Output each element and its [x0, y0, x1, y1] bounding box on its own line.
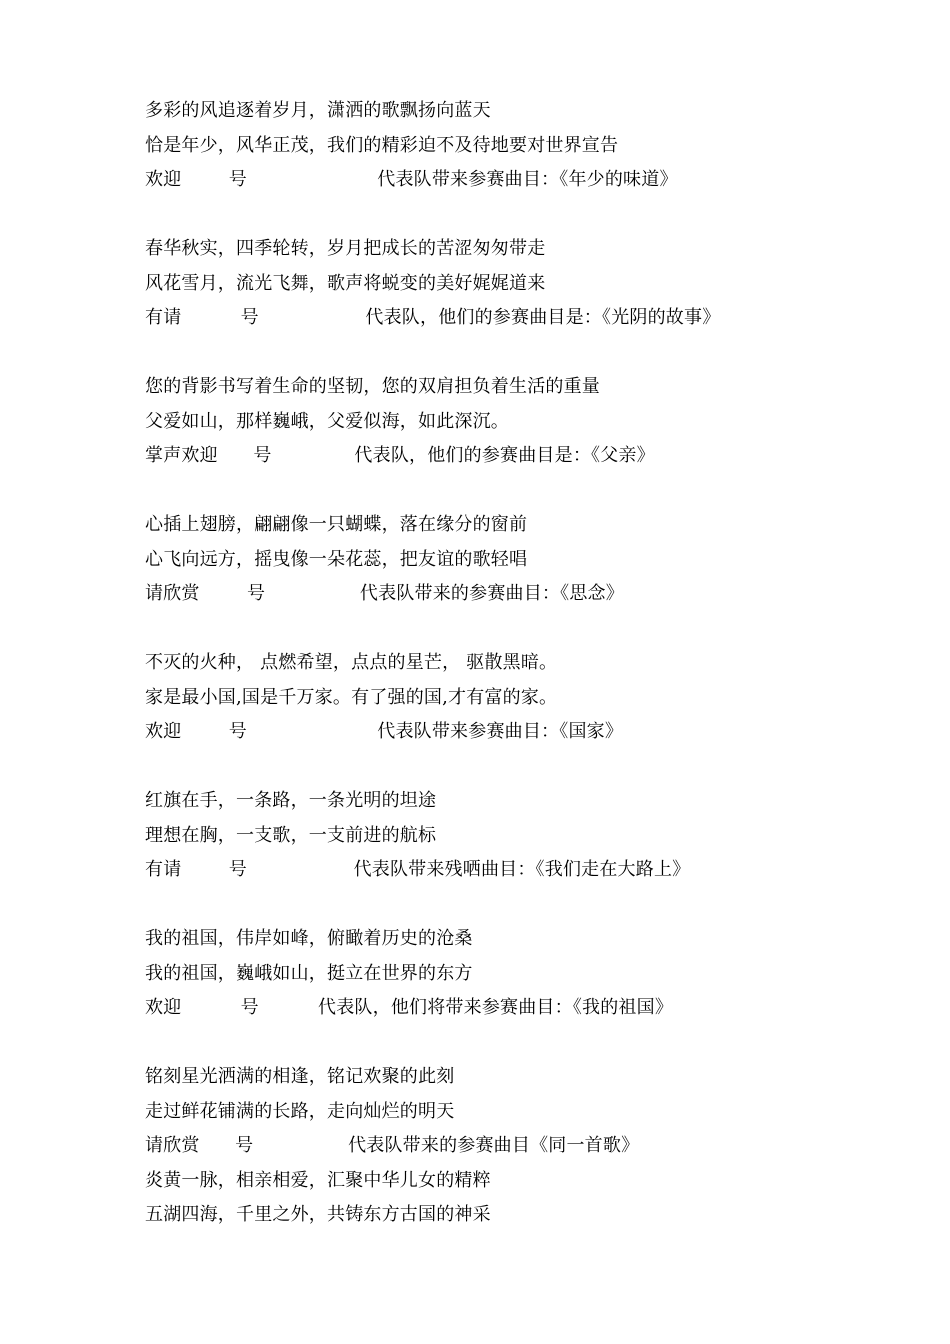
text-line: 欢迎 号 代表队带来参赛曲目：《年少的味道》 [145, 169, 678, 190]
text-line: 掌声欢迎 号 代表队，他们的参赛曲目是：《父亲》 [145, 445, 655, 466]
text-line: 有请 号 代表队带来残哂曲目：《我们走在大路上》 [145, 859, 691, 880]
stanza-3 [145, 370, 905, 474]
stanza-1 [145, 94, 905, 198]
text-line: 有请 号 代表队，他们的参赛曲目是：《光阴的故事》 [145, 307, 721, 328]
stanza-5 [145, 646, 905, 750]
text-line: 理想在胸，一支歌，一支前进的航标 [145, 824, 437, 846]
text-line: 欢迎 号 代表队带来参赛曲目：《国家》 [145, 721, 624, 742]
text-line: 心插上翅膀，翩翩像一只蝴蝶，落在缘分的窗前 [145, 514, 528, 535]
stanza-4 [145, 508, 905, 612]
text-line: 恰是年少，风华正茂，我们的精彩迫不及待地要对世界宣告 [145, 134, 619, 156]
text-line: 五湖四海，千里之外，共铸东方古国的神采 [145, 1204, 491, 1225]
text-line: 父爱如山，那样巍峨，父爱似海，如此深沉。 [145, 410, 509, 432]
text-line: 红旗在手，一条路，一条光明的坦途 [145, 790, 437, 811]
stanza-6 [145, 784, 905, 888]
text-line: 我的祖国，伟岸如峰，俯瞰着历史的沧桑 [145, 928, 473, 949]
text-line: 不灭的火种， 点燃希望，点点的星芒， 驱散黑暗。 [145, 652, 558, 673]
text-line: 请欣赏 号 代表队带来的参赛曲目《同一首歌》 [145, 1135, 640, 1156]
text-line: 请欣赏 号 代表队带来的参赛曲目：《思念》 [145, 583, 624, 604]
text-line: 欢迎 号 代表队，他们将带来参赛曲目：《我的祖国》 [145, 997, 674, 1018]
stanza-2 [145, 232, 905, 336]
text-line: 铭刻星光洒满的相逢，铭记欢聚的此刻 [145, 1066, 455, 1087]
text-line: 您的背影书写着生命的坚韧，您的双肩担负着生活的重量 [145, 376, 600, 397]
text-line: 心飞向远方，摇曳像一朵花蕊，把友谊的歌轻唱 [145, 548, 528, 570]
text-line: 家是最小国,国是千万家。有了强的国,才有富的家。 [145, 686, 558, 708]
text-line: 春华秋实，四季轮转，岁月把成长的苦涩匆匆带走 [145, 238, 546, 259]
text-line: 走过鲜花铺满的长路，走向灿烂的明天 [145, 1100, 455, 1122]
text-line: 我的祖国，巍峨如山，挺立在世界的东方 [145, 962, 473, 984]
stanza-7 [145, 922, 905, 1026]
text-line: 多彩的风追逐着岁月，潇洒的歌飘扬向蓝天 [145, 100, 491, 121]
text-line: 炎黄一脉，相亲相爱，汇聚中华儿女的精粹 [145, 1169, 491, 1191]
stanza-8 [145, 1060, 905, 1233]
text-line: 风花雪月，流光飞舞，歌声将蜕变的美好娓娓道来 [145, 272, 546, 294]
